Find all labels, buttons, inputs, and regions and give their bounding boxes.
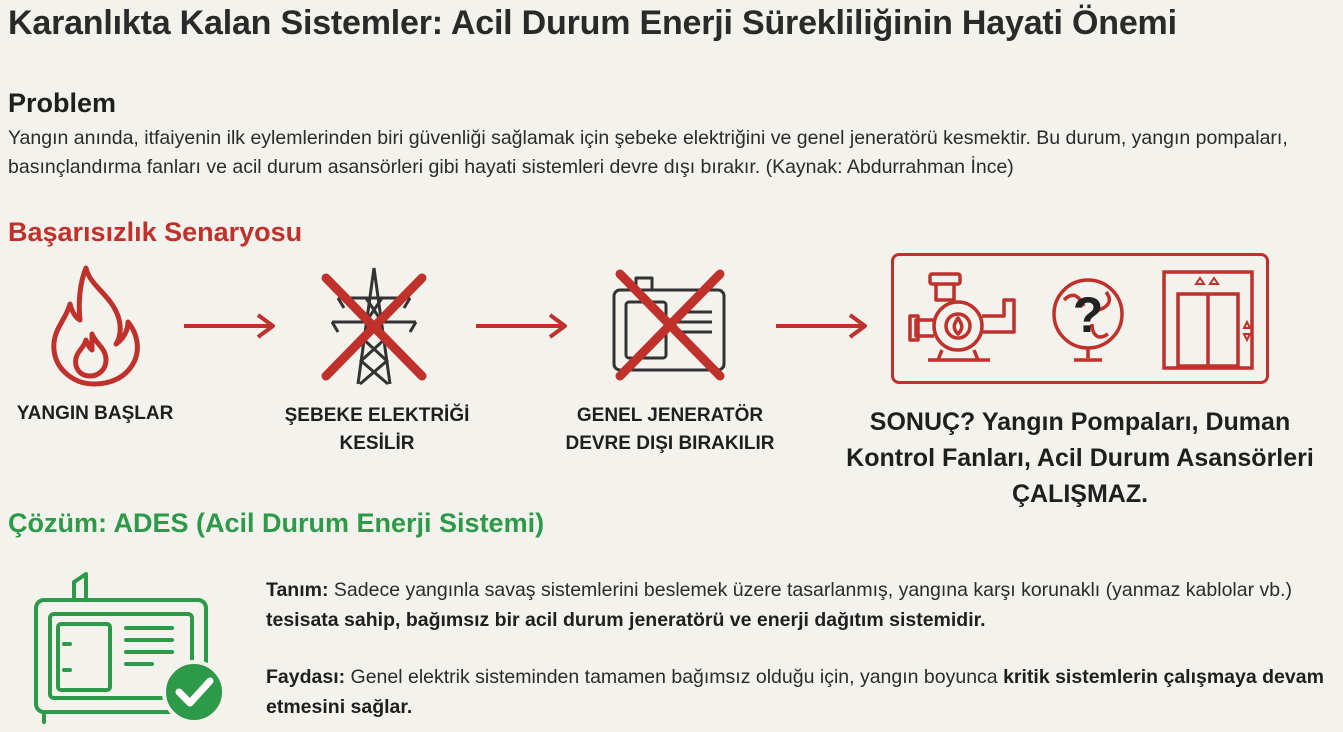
step-label-fire: YANGIN BAŞLAR — [16, 403, 174, 424]
solution-benefit: Faydası: Genel elektrik sisteminden tamamen bağımsız olduğu için, yangın boyunca kritik sistemlerin çalışmaya devam etmesini sağlar. — [266, 666, 1324, 718]
pump-icon — [908, 270, 1018, 370]
generator-check-icon — [28, 570, 228, 730]
problem-heading: Problem — [8, 88, 117, 118]
result-text: SONUÇ? Yangın Pompaları, Duman Kontrol Fanları, Acil Durum Asansörleri ÇALIŞMAZ. — [846, 408, 1314, 508]
problem-text: Yangın anında, itfaiyenin ilk eylemlerinden biri güvenliği sağlamak için şebeke elektriğini ve genel jeneratörü kesmektir. Bu durum, yangın pompaları, basınçlandırma fanları ve acil durum asansörleri gibi hayati sistemleri devre dışı bırakır. (Kaynak: Abdurrahman İnce) — [8, 127, 1288, 178]
solution-definition: Tanım: Sadece yangınla savaş sistemlerini beslemek üzere tasarlanmış, yangına karşı korunaklı (yanmaz kablolar vb.) tesisata sahip, bağımsız bir acil durum jeneratörü ve enerji dağıtım sistemidir. — [266, 579, 1293, 631]
arrow-right-icon — [182, 312, 278, 340]
step-label-grid-power: ŞEBEKE ELEKTRİĞİ KESİLİR — [284, 405, 470, 454]
solution-heading: Çözüm: ADES (Acil Durum Enerji Sistemi) — [8, 508, 545, 538]
failure-heading: Başarısızlık Senaryosu — [8, 217, 303, 247]
svg-text:?: ? — [1072, 287, 1104, 343]
step-label-generator: GENEL JENERATÖR DEVRE DIŞI BIRAKILIR — [565, 405, 775, 454]
arrow-right-icon — [474, 312, 570, 340]
page-title: Karanlıkta Kalan Sistemler: Acil Durum Enerji Sürekliliğinin Hayati Önemi — [8, 4, 1177, 42]
arrow-right-icon — [774, 312, 870, 340]
generator-crossed-icon — [606, 268, 732, 384]
power-tower-crossed-icon — [318, 264, 430, 388]
fire-icon — [48, 264, 142, 388]
elevator-icon — [1160, 268, 1256, 372]
fan-question-icon — [1046, 276, 1136, 366]
result-box — [891, 253, 1269, 384]
